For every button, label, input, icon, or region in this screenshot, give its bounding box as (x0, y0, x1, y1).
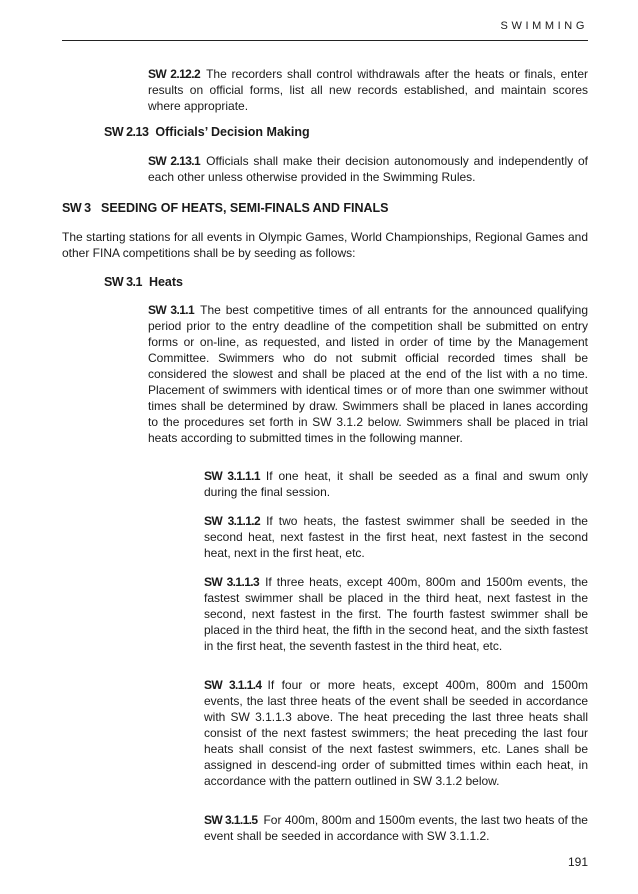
heading-sw-3-1 (104, 274, 183, 290)
rule-sw-3-1-1-2 (204, 513, 588, 561)
heading-title: Heats (148, 275, 183, 289)
rule-text: Officials shall make their decision autonomously and independently of each other unless otherwise provided in the Swimming Rules. (148, 154, 588, 184)
rule-code: SW 3.1.1.1 (204, 469, 260, 483)
heading-code: SW 2.13 (104, 125, 149, 139)
intro-text: The starting stations for all events in Olympic Games, World Championships, Regional Games and other FINA competitions shall be by seeding as follows: (62, 230, 588, 260)
rule-sw-3-1-1-3 (204, 574, 588, 654)
header-rule (62, 40, 588, 41)
rule-text: The recorders shall control withdrawals after the heats or finals, enter results on official forms, list all new records established, and maintain scores where appropriate. (148, 67, 588, 113)
rule-sw-2-12-2 (148, 66, 588, 114)
rule-code: SW 3.1.1 (148, 303, 195, 317)
heading-code: SW 3 (62, 201, 91, 215)
rule-text: The best competitive times of all entrants for the announced qualifying period prior to the entry deadline of the competition shall be submitted on entry forms or on-line, as requested, and listed in order of time by the Management Committee. Swimmers who do not submit official recorded times shall be considered the slowest and shall be placed at the end of the list with a no time. Placement of swimmers with identical times or of more than one swimmer without times shall be determined by draw. Swimmers shall be placed in lanes according to the procedures set forth in SW 3.1.2 below. Swimmers shall be placed in trial heats according to submitted times in the following manner. (148, 303, 588, 445)
rule-code: SW 3.1.1.5 (204, 813, 258, 827)
rule-code: SW 3.1.1.2 (204, 514, 261, 528)
heading-code: SW 3.1 (104, 275, 142, 289)
heading-title: Officials’ Decision Making (155, 125, 310, 139)
rule-sw-3-1-1-5 (204, 812, 588, 844)
rule-text: If two heats, the fastest swimmer shall be seeded in the second heat, next fastest in the first heat, next fastest in the second heat, next in the first heat, etc. (204, 514, 588, 560)
rule-code: SW 3.1.1.3 (204, 575, 260, 589)
page-number: 191 (567, 855, 588, 869)
heading-sw-3 (62, 200, 389, 216)
rule-code: SW 2.12.2 (148, 67, 201, 81)
intro-paragraph (62, 229, 588, 261)
rule-sw-3-1-1-4 (204, 677, 588, 789)
rule-sw-3-1-1-1 (204, 468, 588, 500)
heading-sw-2-13 (104, 124, 310, 140)
rule-text: If one heat, it shall be seeded as a final and swum only during the final session. (204, 469, 588, 499)
rule-text: If four or more heats, except 400m, 800m and 1500m events, the last three heats of the event shall be seeded in accordance with SW 3.1.1.3 above. The heat preceding the last three heats shall consist of the next fastest swimmers; the heat preceding the last four heats shall consist of the next fastest swimmers, etc. Lanes shall be assigned in descend-ing order of submitted times within each heat, in accordance with the pattern outlined in SW 3.1.2 below. (204, 678, 588, 788)
rule-text: For 400m, 800m and 1500m events, the last two heats of the event shall be seeded in accordance with SW 3.1.1.2. (204, 813, 588, 843)
rule-sw-3-1-1 (148, 302, 588, 446)
rule-text: If three heats, except 400m, 800m and 1500m events, the fastest swimmer shall be placed in the third heat, next fastest in the second, next fastest in the first. The fourth fastest swimmer shall be placed in the third heat, the fifth in the second heat, and the sixth fastest in the first heat, the seventh fastest in the third heat, etc. (204, 575, 588, 653)
running-header: SWIMMING (500, 20, 588, 32)
rule-sw-2-13-1 (148, 153, 588, 185)
rule-code: SW 3.1.1.4 (204, 678, 262, 692)
heading-title: SEEDING OF HEATS, SEMI-FINALS AND FINALS (100, 201, 389, 215)
rule-code: SW 2.13.1 (148, 154, 201, 168)
